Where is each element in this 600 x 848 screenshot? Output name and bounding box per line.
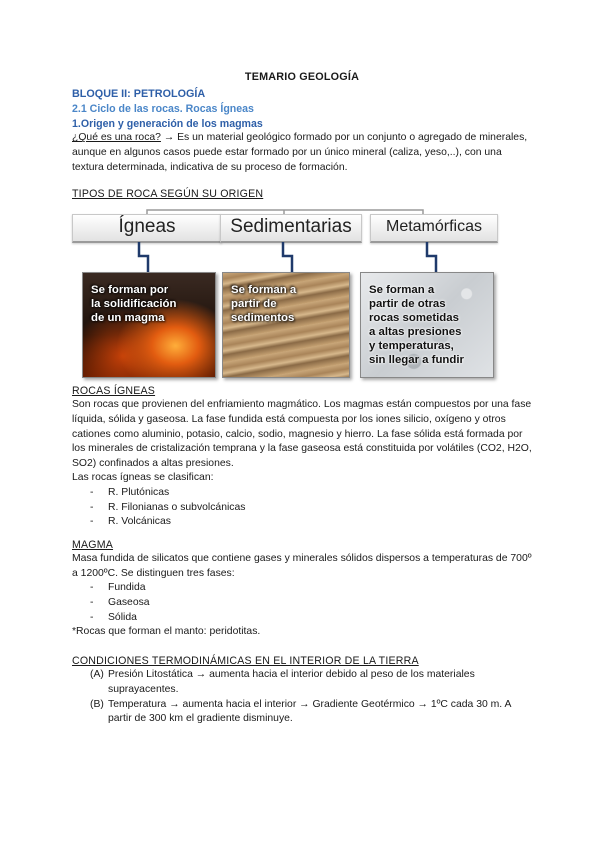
category-sedimentarias: Sedimentarias	[220, 214, 362, 243]
intro-text: → Es un material geológico formado por un conjunto o agregado de minerales, aunque en algunos casos puede estar formado por un único mineral (caliza, yeso,..), con una textura determinada, indicativa de su proceso de formación.	[72, 132, 528, 173]
sedimentary-caption: Se forman a partir de sedimentos	[231, 283, 297, 324]
list-item: - Fundida	[90, 581, 532, 596]
rock-types-diagram	[72, 206, 496, 376]
igneous-classify-intro: Las rocas ígneas se clasifican:	[72, 472, 214, 484]
metamorphic-photo	[360, 272, 494, 378]
category-metamorficas: Metamórficas	[370, 214, 498, 243]
rock-types-heading: TIPOS DE ROCA SEGÚN SU ORIGEN	[72, 188, 264, 201]
list-item: - Gaseosa	[90, 596, 532, 611]
section-heading: 1.Origen y generación de los magmas	[72, 117, 263, 130]
list-item: (A) Presión Litostática → aumenta hacia el interior debido al peso de los materiales suprayacentes.	[90, 669, 475, 696]
list-item: - R. Filonianas o subvolcánicas	[90, 501, 532, 516]
connector-igneas	[136, 242, 152, 272]
list-item: (B) Temperatura → aumenta hacia el interior → Gradiente Geotérmico → 1ºC cada 30 m. A partir de 300 km el gradiente disminuye.	[90, 698, 511, 725]
connector-sedimentarias	[280, 242, 296, 272]
igneous-heading: ROCAS ÍGNEAS	[72, 384, 156, 397]
intro-question: ¿Qué es una roca?	[72, 132, 161, 144]
igneous-paragraph: Son rocas que provienen del enfriamiento magmático. Los magmas están compuestos por una fase líquida, sólida y gaseosa. La fase fundida está compuesta por los iones silicio, oxígeno y otros cationes como aluminio, potasio, calcio, sodio, magnesio y hierro. La fase sólida está formada por los minerales de cristalización temprana y la fase gaseosa está constituida por volátiles (CO2, H2O, SO2) confinados a altas presiones.	[72, 399, 532, 469]
list-item: - R. Volcánicas	[90, 515, 532, 530]
magma-note: *Rocas que forman el manto: peridotitas.	[72, 626, 261, 638]
list-item: - R. Plutónicas	[90, 486, 532, 501]
list-item: - Sólida	[90, 611, 532, 626]
sedimentary-photo	[222, 272, 350, 378]
conditions-heading: CONDICIONES TERMODINÁMICAS EN EL INTERIOR DE LA TIERRA	[72, 654, 419, 667]
subtitle-heading: 2.1 Ciclo de las rocas. Rocas Ígneas	[72, 103, 254, 116]
igneous-types-list	[90, 486, 532, 530]
document-title: TEMARIO GEOLOGÍA	[244, 71, 360, 83]
igneous-caption: Se forman por la solidificación de un magma	[91, 283, 177, 324]
magma-heading: MAGMA	[72, 538, 114, 551]
intro-paragraph	[72, 131, 532, 175]
magma-paragraph: Masa fundida de silicatos que contiene gases y minerales sólidos dispersos a temperaturas de 700º a 1200ºC. Se distinguen tres fases:	[72, 553, 532, 579]
block-heading: BLOQUE II: PETROLOGÍA	[72, 87, 206, 100]
document-page	[72, 70, 532, 727]
connector-metamorficas	[424, 242, 440, 272]
conditions-list	[90, 668, 532, 726]
magma-phases-list	[90, 581, 532, 625]
metamorphic-caption: Se forman a partir de otras rocas sometidas a altas presiones y temperaturas, sin llegar a fundir	[369, 283, 464, 366]
igneous-photo	[82, 272, 216, 378]
category-igneas: Ígneas	[72, 214, 222, 243]
